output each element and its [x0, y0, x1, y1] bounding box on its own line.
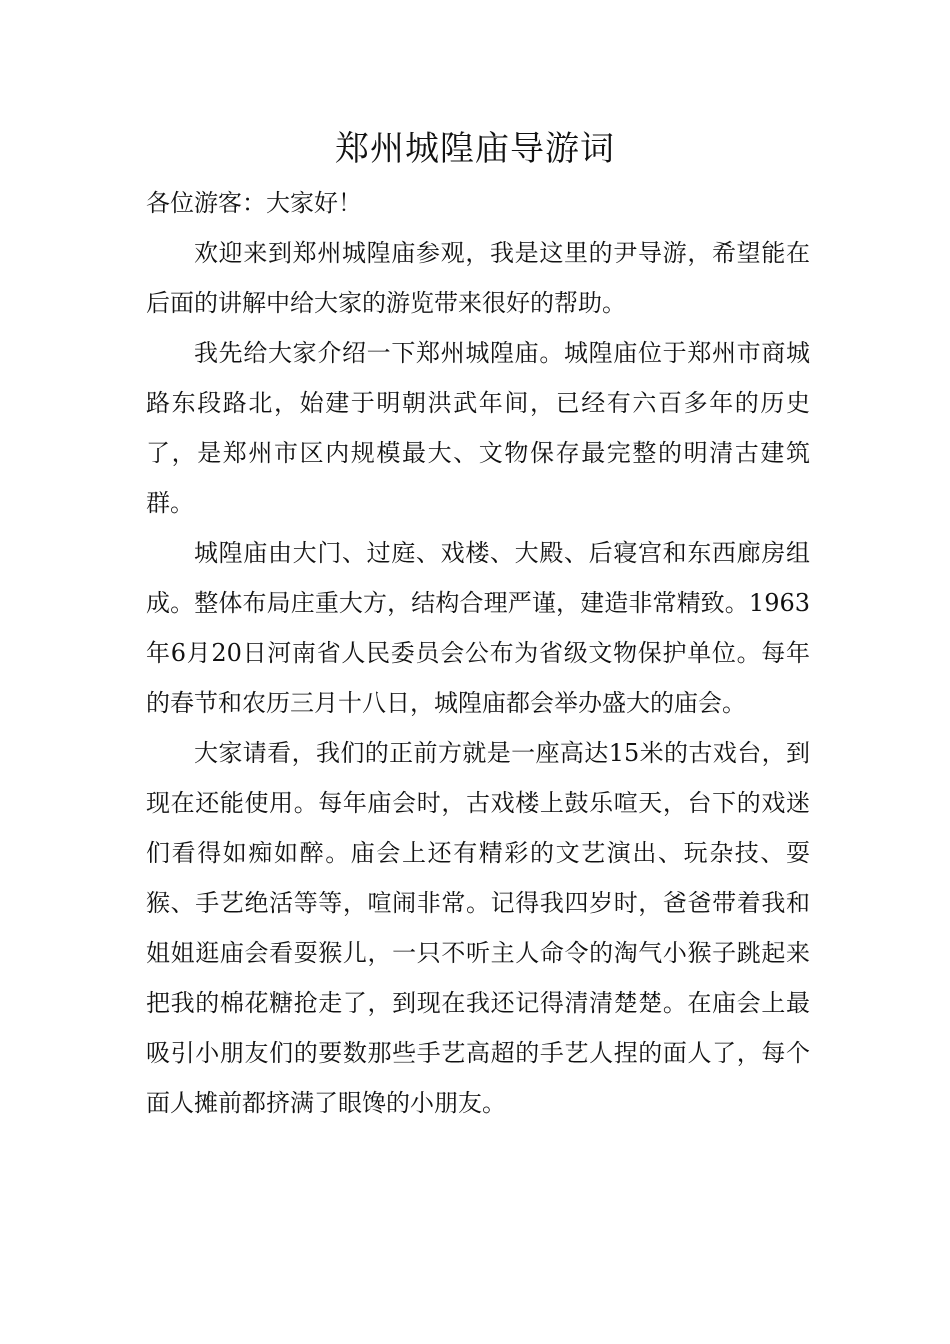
paragraph-welcome: 欢迎来到郑州城隍庙参观，我是这里的尹导游，希望能在后面的讲解中给大家的游览带来很好的帮助。: [146, 239, 810, 317]
greeting-line: 各位游客：大家好！: [146, 189, 362, 217]
paragraph-introduction: 我先给大家介绍一下郑州城隍庙。城隍庙位于郑州市商城路东段路北，始建于明朝洪武年间，已经有六百多年的历史了，是郑州市区内规模最大、文物保存最完整的明清古建筑群。: [146, 339, 810, 517]
document-title: 郑州城隍庙导游词: [335, 129, 615, 169]
paragraph-layout: 城隍庙由大门、过庭、戏楼、大殿、后寝宫和东西廊房组成。整体布局庄重大方，结构合理严谨，建造非常精致。1963年6月20日河南省人民委员会公布为省级文物保护单位。每年的春节和农历三月十八日，城隍庙都会举办盛大的庙会。: [146, 539, 810, 717]
document-body: [146, 178, 810, 1128]
paragraph-stage: 大家请看，我们的正前方就是一座高达15米的古戏台，到现在还能使用。每年庙会时，古戏楼上鼓乐喧天，台下的戏迷们看得如痴如醉。庙会上还有精彩的文艺演出、玩杂技、耍猴、手艺绝活等等，喧闹非常。记得我四岁时，爸爸带着我和姐姐逛庙会看耍猴儿，一只不听主人命令的淘气小猴子跳起来把我的棉花糖抢走了，到现在我还记得清清楚楚。在庙会上最吸引小朋友们的要数那些手艺高超的手艺人捏的面人了，每个面人摊前都挤满了眼馋的小朋友。: [146, 739, 810, 1117]
